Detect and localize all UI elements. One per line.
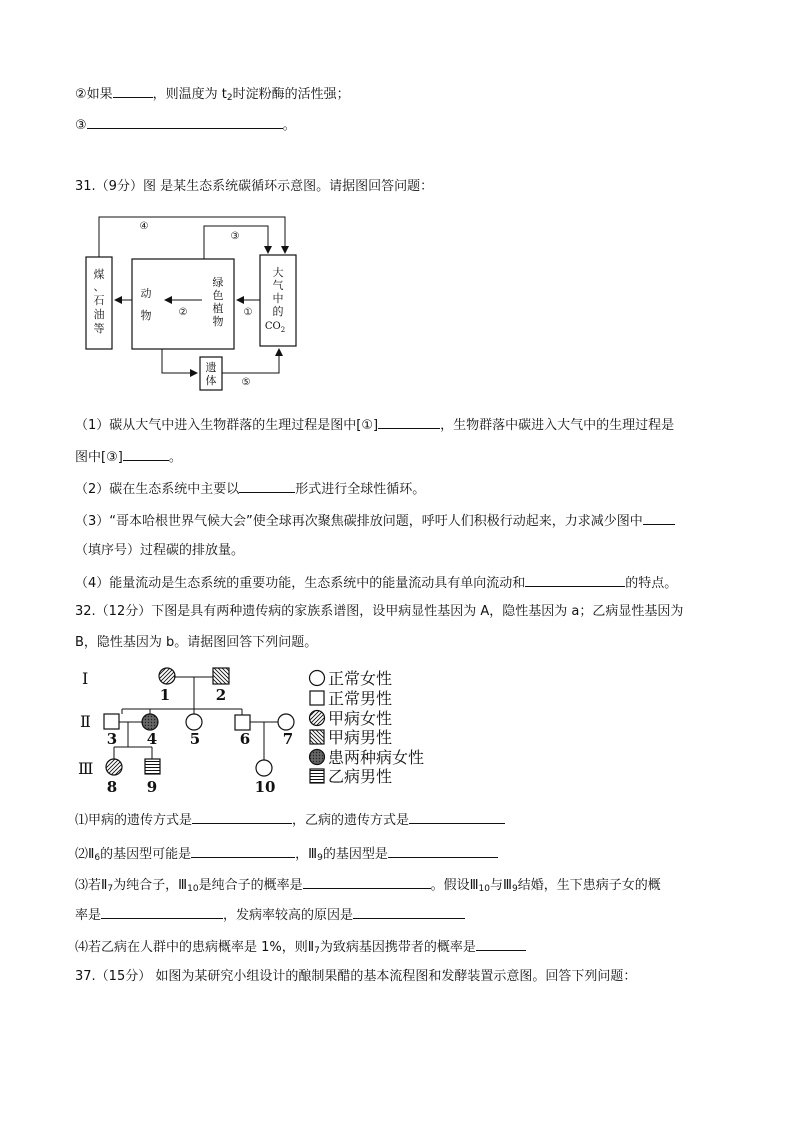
- answer-blank[interactable]: [123, 446, 169, 461]
- individual-number: 5: [189, 730, 201, 748]
- label-5: ⑤: [241, 377, 251, 388]
- legend-label: 甲病男性: [328, 728, 393, 747]
- animal-char: 物: [140, 309, 152, 322]
- pedigree-chart: [78, 664, 448, 799]
- legend-a-male-symbol: [310, 730, 324, 744]
- answer-blank[interactable]: [378, 414, 440, 429]
- arrow-4: [99, 217, 285, 257]
- legend-normal-female-symbol: [310, 671, 325, 686]
- legend-label: 正常男性: [328, 689, 393, 708]
- individual-II6: [235, 715, 250, 730]
- legend-label: 甲病女性: [328, 709, 393, 728]
- answer-blank[interactable]: [643, 510, 675, 525]
- fossil-char: 、: [93, 280, 105, 293]
- q32-part2: $⑵Ⅱ_6$的基因型可能是 ，$Ⅲ_9$的基因型是: [75, 843, 498, 868]
- arrow-5: [222, 349, 279, 373]
- legend-label: 乙病男性: [328, 767, 393, 786]
- individual-number: 2: [215, 686, 227, 704]
- answer-blank[interactable]: [388, 843, 498, 858]
- individual-III10: [256, 760, 272, 776]
- label-1: ①: [243, 307, 253, 318]
- q31-part1-cont: 图中[③] 。: [75, 446, 182, 468]
- legend-both-female-symbol: [310, 750, 325, 765]
- answer-blank[interactable]: [303, 874, 431, 889]
- legend-a-female-symbol: [310, 711, 325, 726]
- legend-normal-male-symbol: [310, 691, 324, 705]
- answer-blank[interactable]: [239, 478, 295, 493]
- individual-I2: [213, 668, 229, 684]
- q32-title-line1: 32.（12分）下图是具有两种遗传病的家族系谱图，设甲病显性基因为 A，隐性基因为 a；乙病显性基因为: [75, 604, 684, 619]
- fossil-char: 等: [93, 322, 105, 335]
- individual-II4: [142, 714, 158, 730]
- individual-number: 1: [159, 686, 171, 704]
- answer-blank[interactable]: [476, 936, 526, 951]
- fossil-char: 石: [93, 294, 105, 307]
- q31-part4: （4）能量流动是生态系统的重要功能，生态系统中的能量流动具有单向流动和 的特点。: [75, 572, 677, 594]
- q30-line-2: ②如果 ，则温度为 $t_2$时淀粉酶的活性强；: [75, 83, 350, 108]
- q32-part1: ⑴甲病的遗传方式是 ，乙病的遗传方式是: [75, 809, 505, 831]
- atmos-char: 大: [272, 266, 284, 279]
- individual-I1: [159, 668, 175, 684]
- fossil-char: 油: [93, 308, 105, 321]
- legend-b-male-symbol: [310, 769, 324, 783]
- co2-label: $CO_2$: [264, 321, 286, 334]
- plant-char: 物: [212, 315, 224, 328]
- individual-number: 4: [146, 730, 158, 748]
- individual-III9: [145, 759, 160, 774]
- answer-blank[interactable]: [409, 809, 505, 824]
- individual-III8: [106, 759, 122, 775]
- q32-title-line2: B，隐性基因为 b。请据图回答下列问题。: [75, 635, 318, 650]
- individual-number: 9: [146, 778, 158, 796]
- q31-part3-cont: （填序号）过程碳的排放量。: [75, 543, 245, 558]
- answer-blank[interactable]: [525, 572, 625, 587]
- individual-number: 3: [106, 730, 118, 748]
- answer-blank[interactable]: [87, 114, 283, 129]
- answer-blank[interactable]: [191, 843, 295, 858]
- legend-label: 患两种病女性: [328, 748, 425, 767]
- remains-char: 体: [205, 374, 217, 387]
- label-4: ④: [139, 221, 149, 232]
- answer-blank[interactable]: [353, 904, 465, 919]
- q31-part1: （1）碳从大气中进入生物群落的生理过程是图中[①] ，生物群落中碳进入大气中的生理过程是: [75, 414, 674, 436]
- q31-title: 31.（9分）图 是某生态系统碳循环示意图。请据图回答问题：: [75, 179, 434, 194]
- q31-part2: （2）碳在生态系统中主要以 形式进行全球性循环。: [75, 478, 425, 500]
- fossil-char: 煤: [93, 268, 105, 281]
- individual-number: 10: [254, 778, 276, 796]
- q32-part3-cont: 率是 ，发病率较高的原因是: [75, 904, 465, 926]
- animal-char: 动: [140, 287, 152, 300]
- label-3: ③: [230, 231, 240, 242]
- answer-blank[interactable]: [113, 83, 153, 98]
- individual-number: 7: [282, 730, 294, 748]
- individual-II5: [186, 714, 202, 730]
- legend-label: 正常女性: [328, 669, 393, 688]
- q32-part3: ⑶若$Ⅱ_7$为纯合子，$Ⅲ_{10}$是纯合子的概率是 。假设$Ⅲ_{10}$与$Ⅲ_9$结婚，生下患病子女的概: [75, 874, 661, 899]
- q30-line-3: ③ 。: [75, 114, 296, 136]
- answer-blank[interactable]: [101, 904, 223, 919]
- generation-label: Ⅲ: [78, 759, 94, 778]
- atmos-char: 中: [272, 292, 284, 305]
- atmos-char: 的: [272, 305, 284, 318]
- answer-blank[interactable]: [192, 809, 292, 824]
- individual-number: 6: [239, 730, 251, 748]
- q32-part4: ⑷若乙病在人群中的患病概率是 1%，则$Ⅱ_7$为致病基因携带者的概率是: [75, 936, 526, 961]
- label-2: ②: [178, 307, 188, 318]
- generation-label: Ⅱ: [80, 712, 91, 731]
- q37-title: 37.（15分） 如图为某研究小组设计的酿制果醋的基本流程图和发酵装置示意图。回答下列问题：: [75, 969, 637, 984]
- individual-II3: [104, 714, 119, 729]
- carbon-cycle-diagram: [80, 212, 320, 392]
- plant-char: 植: [212, 302, 224, 315]
- plant-char: 色: [212, 289, 224, 302]
- atmos-char: 气: [272, 279, 284, 292]
- individual-II7: [278, 714, 294, 730]
- generation-label: Ⅰ: [82, 669, 89, 688]
- remains-char: 遗: [205, 361, 217, 374]
- arrow-to-remains: [162, 349, 197, 373]
- plant-char: 绿: [212, 276, 224, 289]
- individual-number: 8: [106, 778, 118, 796]
- q31-part3: （3）“哥本哈根世界气候大会”使全球再次聚焦碳排放问题，呼吁人们积极行动起来，力求减少图中: [75, 510, 675, 532]
